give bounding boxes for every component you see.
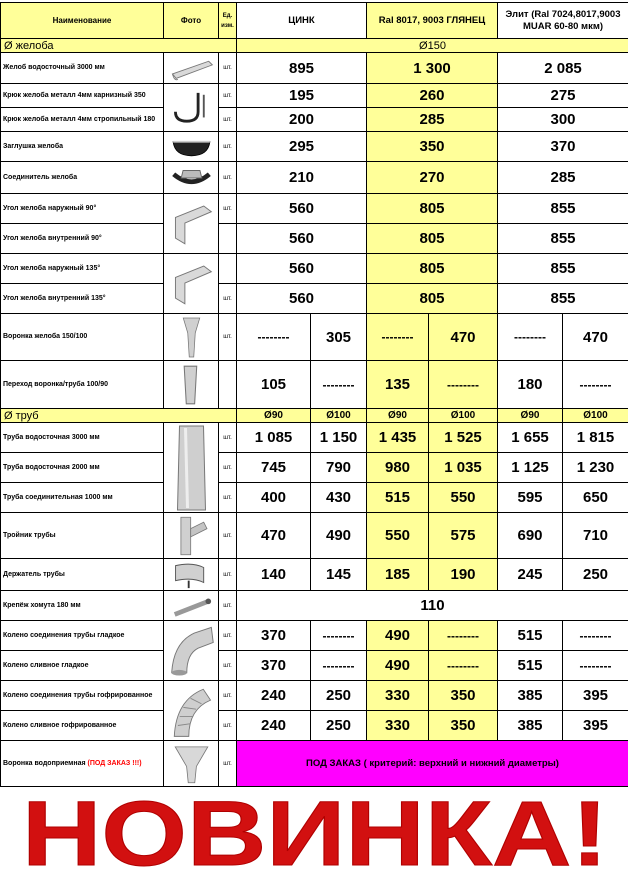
price-zinc: 560	[236, 193, 367, 224]
price-elit: 2 085	[497, 52, 628, 84]
photo-cell	[163, 360, 219, 409]
row-name: Угол желоба наружный 90°	[0, 193, 164, 224]
price-elit: 285	[497, 161, 628, 194]
price-cell: 395	[562, 710, 628, 741]
price-ral: 270	[366, 161, 498, 194]
row-name: Соединитель желоба	[0, 161, 164, 194]
price-zinc-b: 305	[310, 313, 367, 361]
price-cell: 515	[366, 482, 429, 513]
row-unit: шт.	[218, 710, 237, 741]
row-name: Колено соединения трубы гофрированное	[0, 680, 164, 711]
row-name: Переход воронка/труба 100/90	[0, 360, 164, 409]
price-elit: 370	[497, 131, 628, 162]
pipe-icon	[166, 424, 217, 512]
row-name: Держатель трубы	[0, 558, 164, 591]
price-zinc-b: --------	[310, 360, 367, 409]
receiver-order-note: (ПОД ЗАКАЗ !!!)	[87, 759, 142, 767]
price-cell: --------	[428, 650, 498, 681]
price-zinc: 200	[236, 107, 367, 132]
photo-cell	[163, 740, 219, 787]
pipe-diameter: Ø90	[236, 408, 311, 423]
price-cell: 490	[310, 512, 367, 559]
pipe-diameter: Ø100	[310, 408, 367, 423]
price-cell: 1 655	[497, 422, 563, 453]
price-cell: 490	[366, 650, 429, 681]
section-gutter-title: Ø желоба	[0, 38, 237, 53]
price-zinc: 560	[236, 283, 367, 314]
header-unit: Ед. изм.	[218, 2, 237, 39]
price-cell: 400	[236, 482, 311, 513]
holder-icon	[166, 560, 217, 590]
price-cell: --------	[562, 620, 628, 651]
price-cell: 250	[562, 558, 628, 591]
photo-cell	[163, 590, 219, 621]
row-unit: шт.	[218, 650, 237, 681]
price-cell: 240	[236, 680, 311, 711]
price-elit-a: 180	[497, 360, 563, 409]
row-unit: шт.	[218, 680, 237, 711]
connector-icon	[166, 163, 217, 193]
row-name: Тройник трубы	[0, 512, 164, 559]
row-name: Угол желоба внутренний 90°	[0, 223, 164, 254]
price-cell: 1 035	[428, 452, 498, 483]
row-name: Колено соединения трубы гладкое	[0, 620, 164, 651]
corrugated-elbow-icon	[166, 682, 217, 740]
price-cell: 250	[310, 710, 367, 741]
price-cell: 245	[497, 558, 563, 591]
elbow-icon	[166, 622, 217, 680]
row-unit: шт.	[218, 558, 237, 591]
row-unit	[218, 223, 237, 254]
price-zinc: 895	[236, 52, 367, 84]
price-cell: 1 230	[562, 452, 628, 483]
row-unit: шт.	[218, 52, 237, 84]
row-unit: шт.	[218, 740, 237, 787]
price-elit: 855	[497, 283, 628, 314]
row-name: Желоб водосточный 3000 мм	[0, 52, 164, 84]
price-cell: 980	[366, 452, 429, 483]
header-photo: Фото	[163, 2, 219, 39]
row-name: Труба водосточная 3000 мм	[0, 422, 164, 453]
photo-cell	[163, 83, 219, 132]
price-cell: 690	[497, 512, 563, 559]
price-cell: 1 150	[310, 422, 367, 453]
price-cell: 250	[310, 680, 367, 711]
price-zinc: 195	[236, 83, 367, 108]
new-banner	[18, 787, 612, 875]
price-cell: 550	[366, 512, 429, 559]
banner-text: НОВИНКА!	[22, 787, 608, 875]
price-cell: 650	[562, 482, 628, 513]
photo-cell	[163, 558, 219, 591]
price-cell: 575	[428, 512, 498, 559]
price-cell: 430	[310, 482, 367, 513]
row-unit	[218, 360, 237, 409]
photo-cell	[163, 161, 219, 194]
photo-cell	[163, 422, 219, 513]
price-cell: 1 815	[562, 422, 628, 453]
row-unit: шт.	[218, 482, 237, 513]
row-name: Крепёж хомута 180 мм	[0, 590, 164, 621]
price-cell: 1 085	[236, 422, 311, 453]
price-elit: 275	[497, 83, 628, 108]
price-cell: 595	[497, 482, 563, 513]
photo-cell	[163, 193, 219, 254]
price-cell: 1 525	[428, 422, 498, 453]
price-cell: 395	[562, 680, 628, 711]
row-unit: шт.	[218, 422, 237, 453]
section-pipe-title: Ø труб	[0, 408, 237, 423]
row-unit: шт.	[218, 590, 237, 621]
header-elit: Элит (Ral 7024,8017,9003 MUAR 60-80 мкм)	[497, 2, 628, 39]
price-cell: 240	[236, 710, 311, 741]
price-ral-a: 135	[366, 360, 429, 409]
price-cell: 350	[428, 680, 498, 711]
price-zinc-a: --------	[236, 313, 311, 361]
corner-icon	[166, 255, 217, 313]
price-elit-b: 470	[562, 313, 628, 361]
clamp-icon	[166, 592, 217, 620]
price-cell: 370	[236, 620, 311, 651]
price-zinc: 295	[236, 131, 367, 162]
order-note: ПОД ЗАКАЗ ( критерий: верхний и нижний диаметры)	[236, 740, 628, 787]
price-zinc: 560	[236, 253, 367, 284]
row-name: Крюк желоба металл 4мм карнизный 350	[0, 83, 164, 108]
section-gutter-diameter: Ø150	[236, 38, 628, 53]
price-clamp: 110	[236, 590, 628, 621]
price-cell: 330	[366, 710, 429, 741]
row-unit: шт.	[218, 161, 237, 194]
price-ral: 805	[366, 223, 498, 254]
price-cell: 145	[310, 558, 367, 591]
pipe-diameter: Ø100	[428, 408, 498, 423]
funnel-icon	[166, 315, 217, 360]
tee-icon	[166, 514, 217, 558]
end-cap-icon	[166, 133, 217, 161]
price-cell: 515	[497, 650, 563, 681]
price-cell: 470	[236, 512, 311, 559]
price-elit: 300	[497, 107, 628, 132]
receiver-name: Воронка водоприемная	[3, 759, 86, 767]
price-cell: 745	[236, 452, 311, 483]
row-name	[0, 740, 164, 787]
row-unit: шт.	[218, 452, 237, 483]
photo-cell	[163, 253, 219, 314]
row-name: Угол желоба наружный 135°	[0, 253, 164, 284]
row-name: Труба водосточная 2000 мм	[0, 452, 164, 483]
row-name: Крюк желоба металл 4мм стропильный 180	[0, 107, 164, 132]
price-cell: 385	[497, 710, 563, 741]
price-elit: 855	[497, 193, 628, 224]
pipe-diameter: Ø90	[497, 408, 563, 423]
row-name: Воронка желоба 150/100	[0, 313, 164, 361]
price-elit-b: --------	[562, 360, 628, 409]
price-ral: 805	[366, 193, 498, 224]
row-unit: шт.	[218, 620, 237, 651]
row-unit: шт.	[218, 131, 237, 162]
price-cell: 140	[236, 558, 311, 591]
photo-cell	[163, 52, 219, 84]
price-cell: 490	[366, 620, 429, 651]
pipe-diameter: Ø90	[366, 408, 429, 423]
hook-icon	[166, 85, 217, 131]
price-cell: 370	[236, 650, 311, 681]
price-zinc: 210	[236, 161, 367, 194]
row-unit: шт.	[218, 193, 237, 224]
price-cell: 385	[497, 680, 563, 711]
row-unit	[218, 253, 237, 284]
row-unit: шт.	[218, 512, 237, 559]
row-unit: шт.	[218, 283, 237, 314]
price-cell: --------	[310, 650, 367, 681]
price-elit: 855	[497, 253, 628, 284]
row-name: Угол желоба внутренний 135°	[0, 283, 164, 314]
price-ral: 285	[366, 107, 498, 132]
price-cell: 515	[497, 620, 563, 651]
corner-icon	[166, 195, 217, 253]
price-cell: 790	[310, 452, 367, 483]
price-ral-b: --------	[428, 360, 498, 409]
price-cell: 1 435	[366, 422, 429, 453]
price-cell: --------	[428, 620, 498, 651]
receiver-funnel-icon	[166, 742, 217, 786]
price-cell: 330	[366, 680, 429, 711]
row-name: Труба соединительная 1000 мм	[0, 482, 164, 513]
row-name: Колено сливное гладкое	[0, 650, 164, 681]
price-cell: 1 125	[497, 452, 563, 483]
price-elit: 855	[497, 223, 628, 254]
pipe-diameter: Ø100	[562, 408, 628, 423]
price-cell: --------	[562, 650, 628, 681]
photo-cell	[163, 131, 219, 162]
price-ral: 805	[366, 283, 498, 314]
price-ral-b: 470	[428, 313, 498, 361]
header-name: Наименование	[0, 2, 164, 39]
price-elit-a: --------	[497, 313, 563, 361]
price-cell: 550	[428, 482, 498, 513]
price-ral-a: --------	[366, 313, 429, 361]
header-zinc: ЦИНК	[236, 2, 367, 39]
header-ral: Ral 8017, 9003 ГЛЯНЕЦ	[366, 2, 498, 39]
photo-cell	[163, 680, 219, 741]
photo-cell	[163, 313, 219, 361]
price-ral: 350	[366, 131, 498, 162]
photo-cell	[163, 512, 219, 559]
row-unit: шт.	[218, 313, 237, 361]
row-unit: шт.	[218, 83, 237, 108]
price-ral: 260	[366, 83, 498, 108]
price-cell: 710	[562, 512, 628, 559]
adapter-icon	[166, 362, 217, 408]
row-name: Заглушка желоба	[0, 131, 164, 162]
gutter-icon	[166, 54, 217, 83]
price-zinc-a: 105	[236, 360, 311, 409]
price-cell: --------	[310, 620, 367, 651]
price-ral: 805	[366, 253, 498, 284]
price-cell: 190	[428, 558, 498, 591]
price-zinc: 560	[236, 223, 367, 254]
price-cell: 350	[428, 710, 498, 741]
price-cell: 185	[366, 558, 429, 591]
price-ral: 1 300	[366, 52, 498, 84]
row-name: Колено сливное гофрированное	[0, 710, 164, 741]
photo-cell	[163, 620, 219, 681]
row-unit: шт.	[218, 107, 237, 132]
